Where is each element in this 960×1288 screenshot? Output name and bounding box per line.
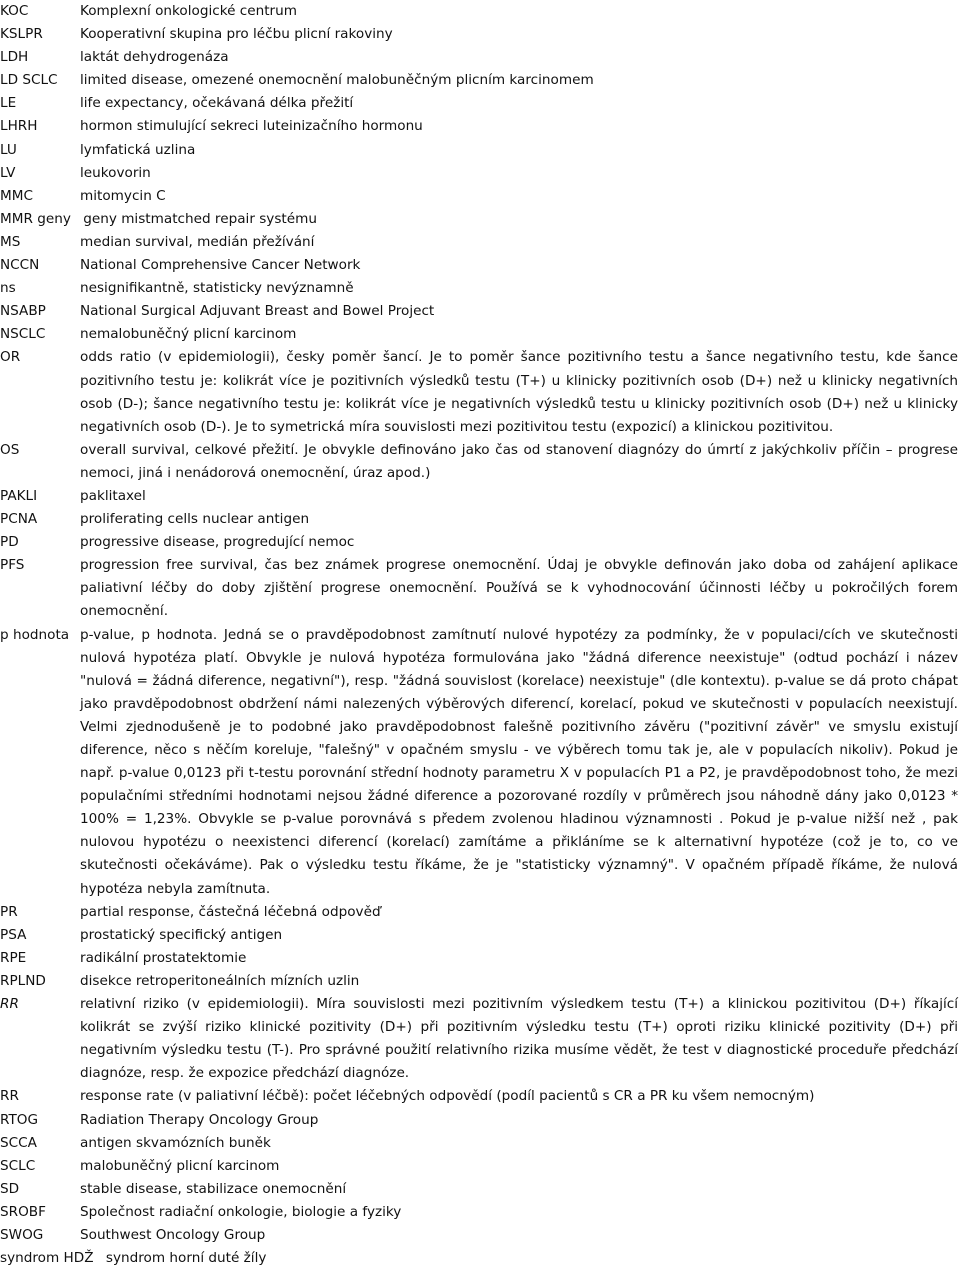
glossary-entry-pd [0, 531, 960, 554]
glossary-term: PD [0, 534, 19, 551]
glossary-entry-rr-relative-risk [0, 993, 960, 1085]
glossary-definition: nesignifikantně, statisticky nevýznamně [80, 280, 354, 297]
glossary-definition: proliferating cells nuclear antigen [80, 511, 310, 528]
glossary-term: PCNA [0, 511, 38, 528]
glossary-term: LV [0, 164, 16, 181]
glossary-entry-rr-response-rate [0, 1085, 960, 1108]
glossary-definition: p-value, p hodnota. Jedná se o pravděpodobnost zamítnutí nulové hypotézy za podmínky, že v populaci/cích ve skutečnosti nulová hypotéza platí. Obvykle je nulová hypotéza formulována jako "žádná diference neexistuje" (odtud pochází i název "nulová = žádná diference, negativní"), resp. "žádná souvislost (korelace) neexistuje" (dle kontextu). p-value se dá proto chápat jako pravděpodobnost obdržení námi nalezených výběrových diferencí, korelací, pokud ve skutečnosti v populacích neexistují. Velmi zjednodušeně je to podobné jako pravděpodobnost falešně pozitivního závěru ("pozitivní závěr" ve smyslu existují diference, něco s něčím koreluje, "falešný" v opačném smyslu - ve výběrech tomu tak je, ale v populacích nikoliv). Pokud je např. p-value 0,0123 při t-testu porovnání střední hodnoty parametru X v populacích P1 a P2, je pravděpodobnost toho, že mezi populačními středními hodnotami nejsou žádné diference a pozorované rozdíly v průměrech jsou náhodně dány jako 0,0123 * 100% = 1,23%. Obvykle se p-value porovnává s předem zvolenou hladinou významnosti . Pokud je p-value nižší než , pak nulovou hypotézu o neexistenci diferencí (korelací) zamítáme a přikláníme se k alternativní hypotéze (což je to, co ve skutečnosti očekáváme). Pak o výsledku testu říkáme, že je "statisticky významný". V opačném případě říkáme, že nulová hypotéza nebyla zamítnuta. [80, 626, 958, 897]
glossary-term: SCLC [0, 1157, 36, 1174]
glossary-term: ns [0, 280, 16, 297]
glossary-entry-or [0, 346, 960, 438]
glossary-entry-pfs [0, 554, 960, 623]
glossary-definition: progression free survival, čas bez známek progrese onemocnění. Údaj je obvykle definován jako doba od zahájení aplikace paliativní léčby do doby zjištění progrese onemocnění. Používá se k vyhodnocování účinnosti léčby u pokročilých forem onemocnění. [80, 557, 958, 620]
glossary-entry-swog [0, 1224, 960, 1247]
glossary-entry-srobf [0, 1201, 960, 1224]
glossary-term: LHRH [0, 118, 38, 135]
glossary-entry-ms [0, 231, 960, 254]
glossary-definition: geny mistmatched repair systému [83, 210, 317, 227]
glossary-term: LE [0, 95, 17, 112]
glossary-term: SCCA [0, 1134, 37, 1151]
glossary-term: RPE [0, 949, 27, 966]
glossary-definition: life expectancy, očekávaná délka přežití [80, 95, 354, 112]
glossary-definition: Southwest Oncology Group [80, 1226, 266, 1243]
glossary-definition: Společnost radiační onkologie, biologie a fyziky [80, 1203, 402, 1220]
glossary-term: SWOG [0, 1226, 44, 1243]
glossary-definition: prostatický specifický antigen [80, 926, 283, 943]
glossary-entry-nccn [0, 254, 960, 277]
glossary-term: PFS [0, 557, 25, 574]
glossary-definition: relativní riziko (v epidemiologii). Míra souvislosti mezi pozitivním výsledkem testu (T+) a klinickou pozitivitou (D+) říkající kolikrát se zvýší riziko klinické pozitivity (D+) při pozitivním výsledku testu (T+) oproti riziku klinické pozitivity (D+) při negativním výsledku testu (T-). Pro správné použití relativního rizika musíme vědět, že test v diagnostické proceduře předchází diagnóze, resp. že expozice předchází diagnóze. [80, 996, 958, 1082]
glossary-term: NSCLC [0, 326, 46, 343]
glossary-entry-kslpr [0, 23, 960, 46]
glossary-term: RTOG [0, 1111, 38, 1128]
glossary-entry-sd [0, 1178, 960, 1201]
glossary-entry-pr [0, 901, 960, 924]
glossary-definition: Kooperativní skupina pro léčbu plicní rakoviny [80, 26, 393, 43]
glossary-entry-ldh [0, 46, 960, 69]
glossary-definition: laktát dehydrogenáza [80, 49, 229, 66]
glossary-entry-scca [0, 1132, 960, 1155]
glossary-definition: median survival, medián přežívání [80, 233, 315, 250]
glossary-entry-os [0, 439, 960, 485]
glossary-term: RR [0, 996, 19, 1013]
glossary-definition: odds ratio (v epidemiologii), česky poměr šancí. Je to poměr šance pozitivního testu a šance negativního testu, kde šance pozitivního testu je: kolikrát více je pozitivních výsledků testu (T+) u klinicky pozitivních osob (D+) než u klinicky negativních osob (D-); šance negativního testu je: kolikrát více je negativních výsledků testu u klinicky pozitivních osob (D+) než u klinicky negativních osob (D-). Je to symetrická míra souvislosti mezi pozitivitou testu (expozicí) a klinickou pozitivitou. [80, 349, 958, 435]
glossary-entry-ld-sclc [0, 69, 960, 92]
glossary-definition: limited disease, omezené onemocnění malobuněčným plicním karcinomem [80, 72, 594, 89]
glossary-term: SROBF [0, 1203, 46, 1220]
glossary-definition: lymfatická uzlina [80, 141, 196, 158]
glossary-definition: partial response, částečná léčebná odpověď [80, 903, 381, 920]
glossary-term: SD [0, 1180, 20, 1197]
glossary-entry-rtog [0, 1109, 960, 1132]
glossary-entry-le [0, 92, 960, 115]
glossary-entry-p-hodnota [0, 624, 960, 901]
glossary-entry-lv [0, 162, 960, 185]
glossary-entry-nsclc [0, 323, 960, 346]
glossary-definition: progressive disease, progredující nemoc [80, 534, 355, 551]
glossary-definition: paklitaxel [80, 487, 146, 504]
glossary-entry-ns [0, 277, 960, 300]
glossary-definition: antigen skvamózních buněk [80, 1134, 271, 1151]
glossary-definition: National Comprehensive Cancer Network [80, 257, 361, 274]
glossary-term: NCCN [0, 257, 40, 274]
glossary-definition: leukovorin [80, 164, 151, 181]
glossary-term: p hodnota [0, 626, 70, 643]
glossary-term: LDH [0, 49, 29, 66]
glossary-term: RR [0, 1088, 19, 1105]
glossary-entry-lhrh [0, 115, 960, 138]
glossary-entry-mmr-geny [0, 208, 960, 231]
glossary-term: LU [0, 141, 17, 158]
glossary-entry-rplnd [0, 970, 960, 993]
glossary-term: NSABP [0, 303, 46, 320]
glossary-term: RPLND [0, 972, 46, 989]
glossary-definition: syndrom horní duté žíly [105, 1250, 267, 1267]
glossary-entry-mmc [0, 185, 960, 208]
glossary-term: PAKLI [0, 487, 38, 504]
glossary-term: PR [0, 903, 18, 920]
glossary-definition: overall survival, celkové přežití. Je obvykle definováno jako čas od stanovení diagnózy do úmrtí z jakýchkoliv příčin – progrese nemoci, jiná i nenádorová onemocnění, úraz apod.) [80, 441, 958, 481]
glossary-definition: Radiation Therapy Oncology Group [80, 1111, 319, 1128]
glossary-entry-syndrom-hdz [0, 1247, 960, 1270]
glossary-term: LD SCLC [0, 72, 58, 89]
glossary-definition: nemalobuněčný plicní karcinom [80, 326, 297, 343]
glossary-term: OS [0, 441, 20, 458]
glossary-entry-lu [0, 139, 960, 162]
glossary-definition: stable disease, stabilizace onemocnění [80, 1180, 347, 1197]
glossary-entry-rpe [0, 947, 960, 970]
glossary-term: OR [0, 349, 21, 366]
glossary-definition: disekce retroperitoneálních mízních uzlin [80, 972, 360, 989]
glossary-definition: Komplexní onkologické centrum [80, 3, 297, 19]
glossary-entry-pakli [0, 485, 960, 508]
glossary-term: syndrom HDŽ [0, 1250, 94, 1267]
glossary-definition: malobuněčný plicní karcinom [80, 1157, 280, 1174]
glossary-definition: response rate (v paliativní léčbě): počet léčebných odpovědí (podíl pacientů s CR a PR ku všem nemocným) [80, 1088, 815, 1105]
glossary-entry-koc [0, 0, 960, 23]
glossary-definition: hormon stimulující sekreci luteinizačního hormonu [80, 118, 423, 135]
glossary-entry-sclc [0, 1155, 960, 1178]
glossary-term: KOC [0, 3, 29, 19]
glossary-definition: radikální prostatektomie [80, 949, 247, 966]
glossary-definition: National Surgical Adjuvant Breast and Bowel Project [80, 303, 435, 320]
glossary-definition: mitomycin C [80, 187, 166, 204]
glossary-term: MMC [0, 187, 33, 204]
glossary-term: PSA [0, 926, 27, 943]
glossary-term: MMR geny [0, 210, 71, 227]
glossary-entry-psa [0, 924, 960, 947]
glossary-term: MS [0, 233, 21, 250]
glossary-entry-pcna [0, 508, 960, 531]
glossary-term: KSLPR [0, 26, 43, 43]
glossary-entry-nsabp [0, 300, 960, 323]
